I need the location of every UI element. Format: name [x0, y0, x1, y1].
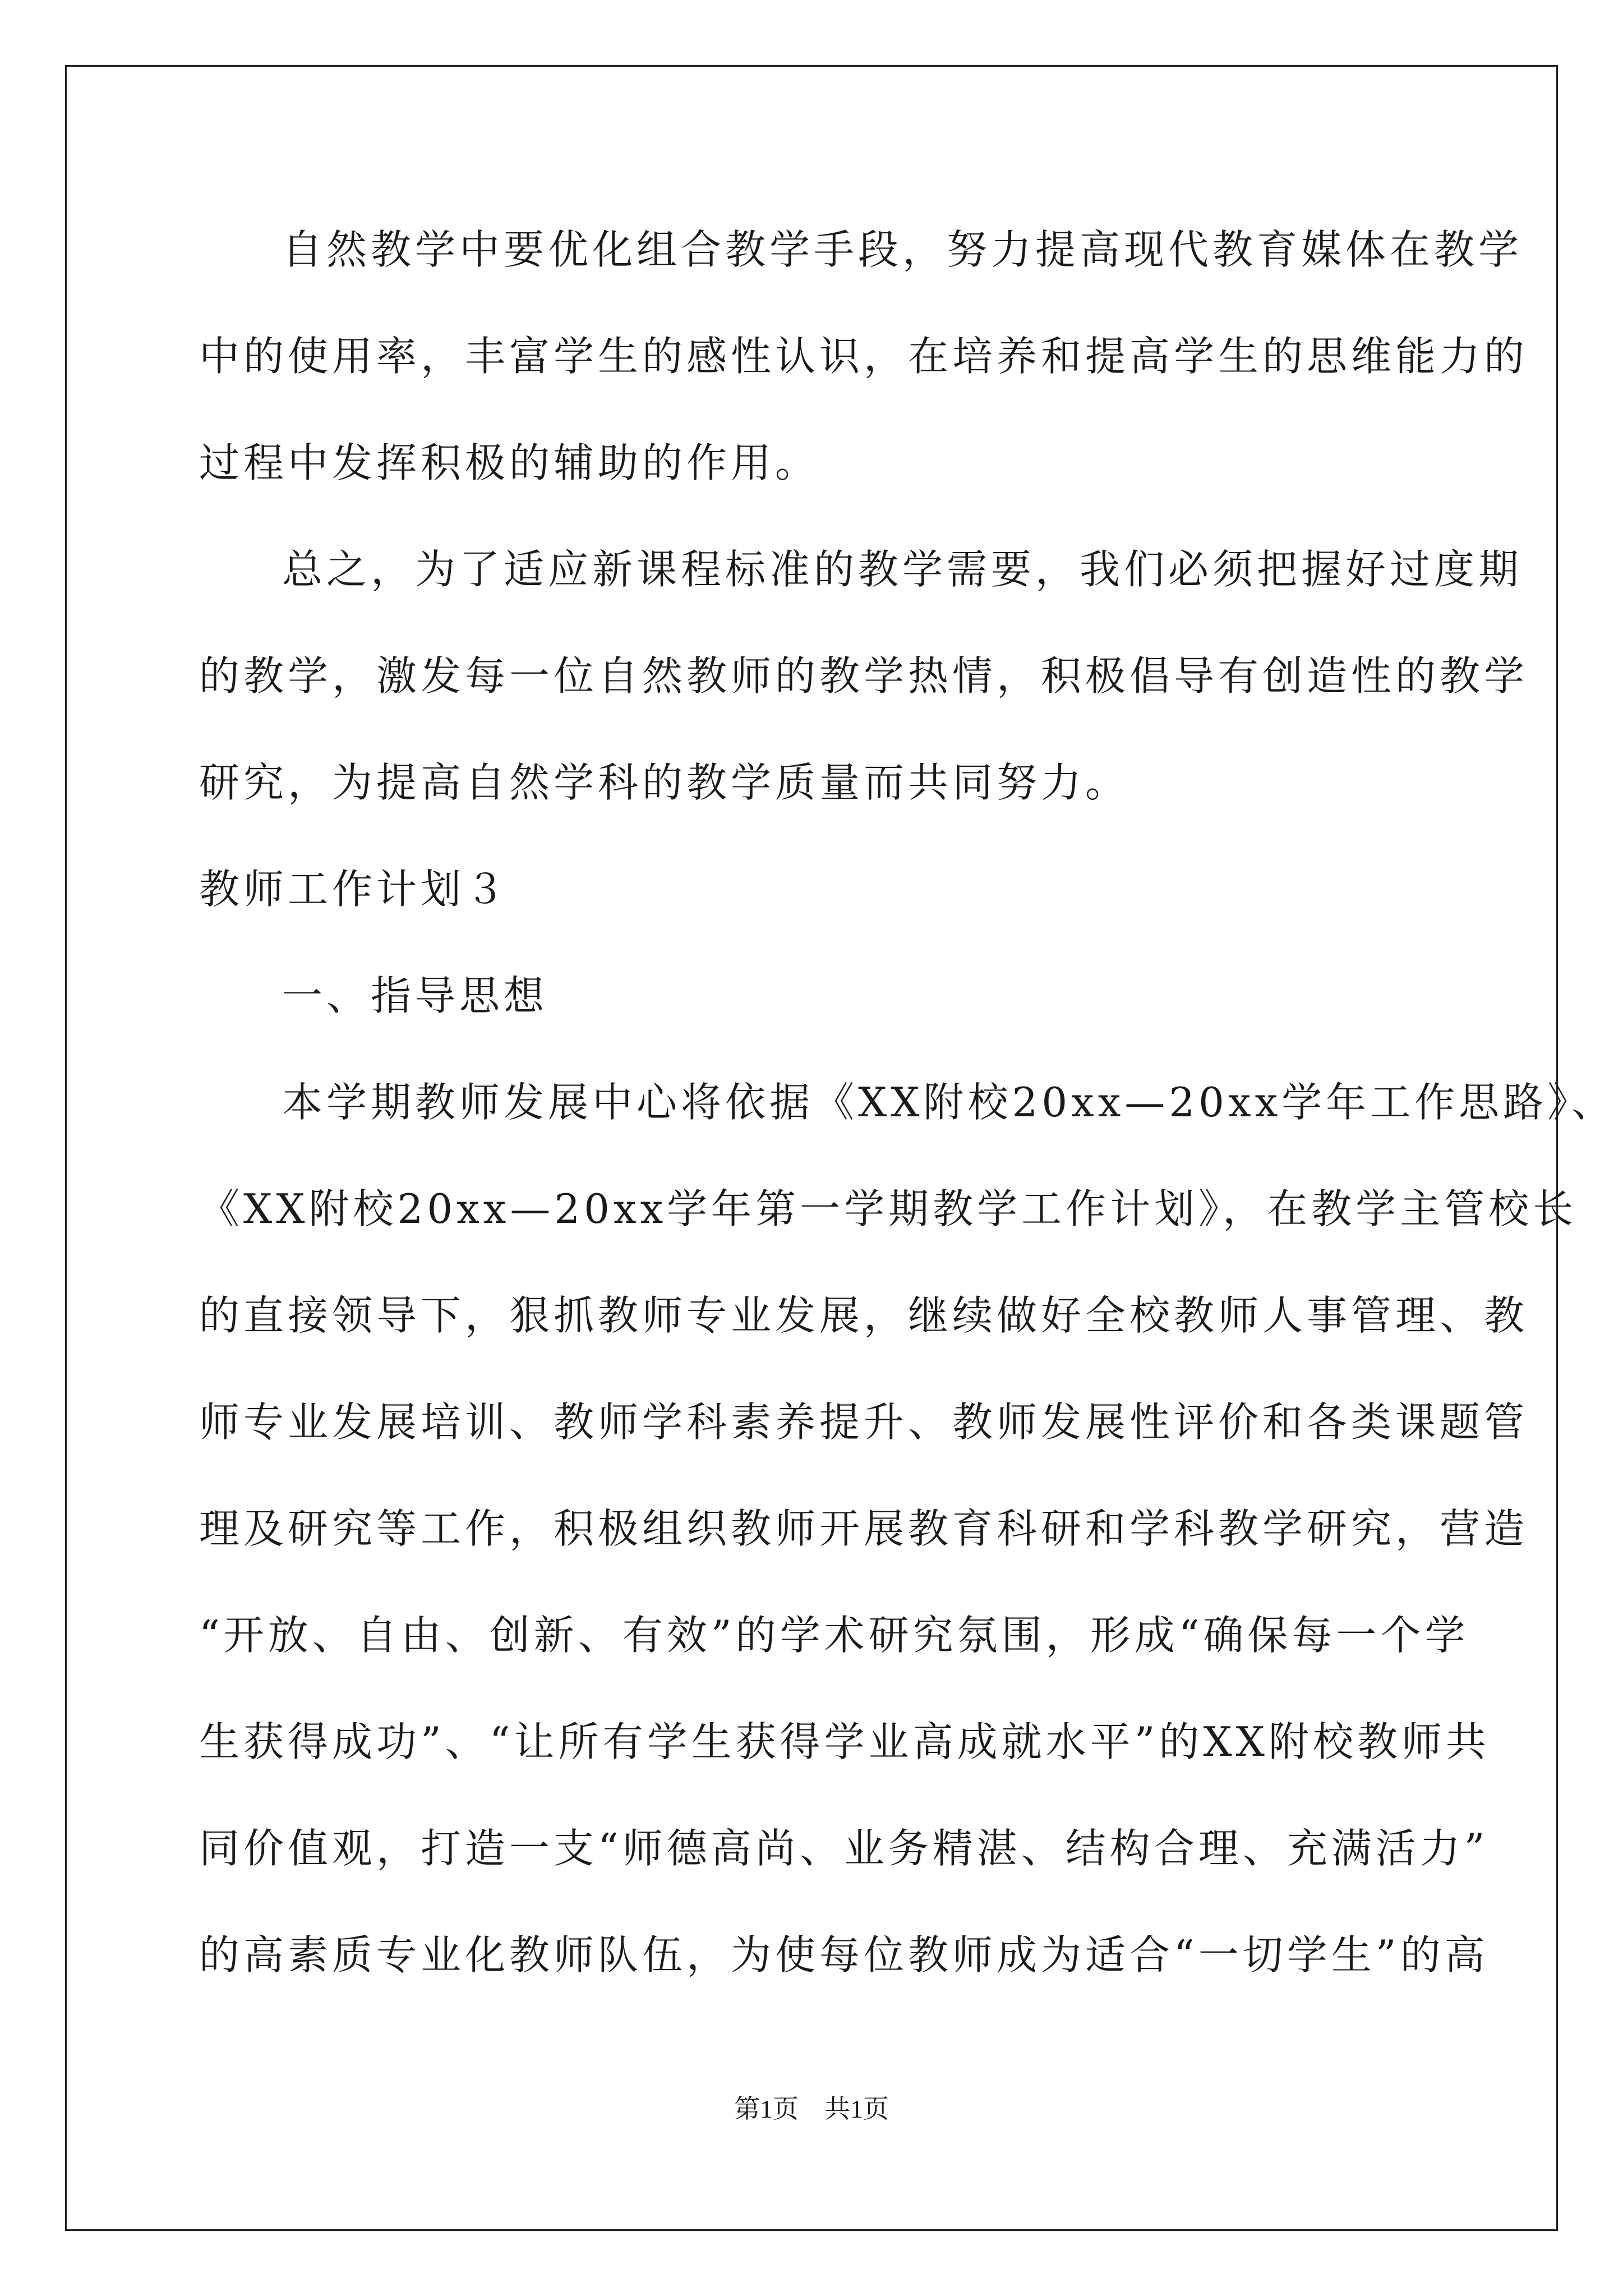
paragraph-line: 的直接领导下，狠抓教师专业发展，继续做好全校教师人事管理、教: [199, 1292, 1529, 1339]
paragraph-line: 自然教学中要优化组合教学手段，努力提高现代教育媒体在教学: [282, 226, 1523, 273]
paragraph-line: 的教学，激发每一位自然教师的教学热情，积极倡导有创造性的教学: [199, 652, 1529, 700]
page-number-footer: 第1页 共1页: [734, 2095, 889, 2123]
paragraph-line: 中的使用率，丰富学生的感性认识，在培养和提高学生的思维能力的: [199, 333, 1529, 380]
paragraph-line: 师专业发展培训、教师学科素养提升、教师发展性评价和各类课题管: [199, 1398, 1529, 1446]
paragraph-line: 生获得成功”、“让所有学生获得学业高成就水平”的XX附校教师共: [199, 1718, 1490, 1765]
paragraph-line: 理及研究等工作，积极组织教师开展教育科研和学科教学研究，营造: [199, 1505, 1529, 1552]
paragraph-line: 本学期教师发展中心将依据《XX附校20xx—20xx学年工作思路》、: [282, 1079, 1616, 1126]
paragraph-line: “开放、自由、创新、有效”的学术研究氛围，形成“确保每一个学: [199, 1612, 1469, 1659]
paragraph-line: 的高素质专业化教师队伍，为使每位教师成为适合“一切学生”的高: [199, 1931, 1489, 1978]
paragraph-line: 同价值观，打造一支“师德高尚、业务精湛、结构合理、充满活力”: [199, 1825, 1489, 1872]
paragraph-line: 总之，为了适应新课程标准的教学需要，我们必须把握好过度期: [282, 546, 1523, 593]
section-heading: 教师工作计划３: [199, 866, 510, 913]
paragraph-line: 《XX附校20xx—20xx学年第一学期教学工作计划》，在教学主管校长: [199, 1185, 1578, 1232]
page-border: [65, 65, 1558, 2231]
paragraph-line: 过程中发挥积极的辅助的作用。: [199, 439, 820, 486]
subheading: 一、指导思想: [282, 972, 548, 1019]
paragraph-line: 研究，为提高自然学科的教学质量而共同努力。: [199, 759, 1130, 806]
